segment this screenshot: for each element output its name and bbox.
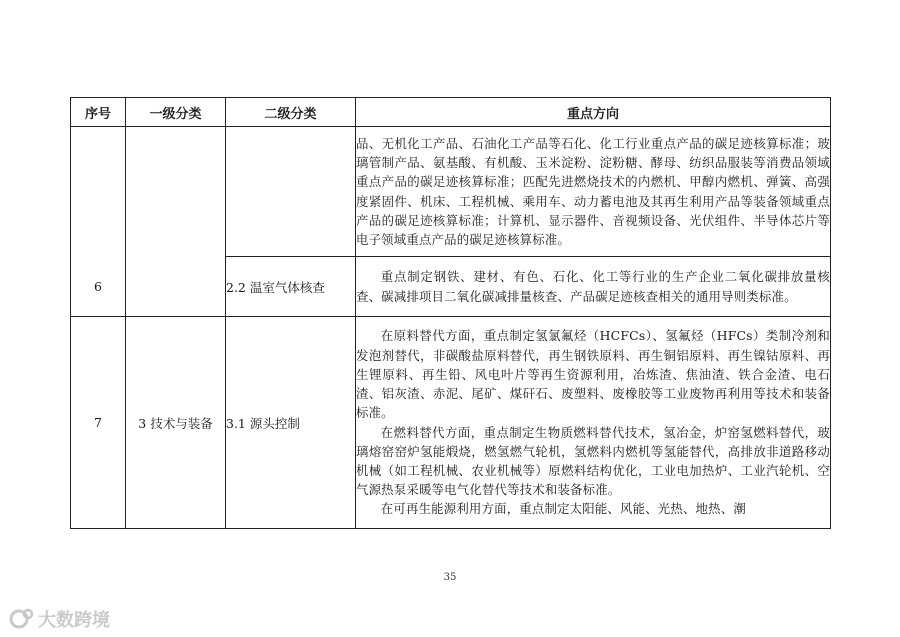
focus-cell xyxy=(356,317,831,529)
seq-cell: 6 xyxy=(71,127,126,317)
focus-text: 品、无机化工产品、石油化工产品等石化、化工行业重点产品的碳足迹核算标准；玻璃管制产品、氨基酸、有机酸、玉米淀粉、淀粉糖、酵母、纺织品服装等消费品领域重点产品的碳足迹核算标准；匹配先进燃烧技术的内燃机、甲醇内燃机、弹簧、高强度紧固件、机床、工程机械、乘用车、动力蓄电池及其再生利用产品等装备领域重点产品的碳足迹核算标准；计算机、显示器件、音视频设备、光伏组件、半导体芯片等电子领域重点产品的碳足迹核算标准。 xyxy=(356,135,830,247)
focus-text: 重点制定钢铁、建材、有色、石化、化工等行业的生产企业二氧化碳排放量核查、碳减排项目二氧化碳减排量核查、产品碳足迹核查相关的通用导则类标准。 xyxy=(356,269,830,304)
standards-table xyxy=(70,97,831,529)
table-header-row xyxy=(71,98,831,127)
page-number: 35 xyxy=(443,572,457,583)
watermark xyxy=(8,606,110,632)
watermark-text: 大数跨境 xyxy=(38,610,110,631)
level1-cell: 3 技术与装备 xyxy=(126,317,226,529)
level2-cell-continued xyxy=(226,127,356,257)
table-row xyxy=(71,317,831,529)
focus-paragraph: 在燃料替代方面，重点制定生物质燃料替代技术，氢冶金，炉窑氢燃料替代，玻璃熔窑窑炉氢能煅烧，燃氢燃气轮机，氢燃料内燃机等氢能替代，高排放非道路移动机械（如工程机械、农业机械等）原燃料结构优化，工业电加热炉、工业汽轮机、空气源热泵采暖等电气化替代等技术和装备标准。 xyxy=(356,424,830,498)
focus-cell-continued xyxy=(356,127,831,257)
level2-cell: 3.1 源头控制 xyxy=(226,317,356,529)
table-row xyxy=(71,127,831,257)
header-seq: 序号 xyxy=(71,98,126,127)
header-focus: 重点方向 xyxy=(356,98,831,127)
level2-cell: 2.2 温室气体核查 xyxy=(226,257,356,317)
focus-paragraph: 在可再生能源利用方面，重点制定太阳能、风能、光热、地热、潮 xyxy=(380,501,746,517)
focus-paragraph: 在原料替代方面，重点制定氢氯氟烃（HCFCs）、氢氟烃（HFCs）类制冷剂和发泡剂替代，非碳酸盐原料替代，再生钢铁原料、再生铜铝原料、再生镍钴原料、再生锂原料、再生铅、风电叶片等再生资源利用，冶炼渣、焦油渣、铁合金渣、电石渣、铝灰渣、赤泥、尾矿、煤矸石、废塑料、废橡胶等工业废物再利用等技术和装备标准。 xyxy=(356,328,830,421)
level1-cell-continued xyxy=(126,127,226,317)
seq-cell: 7 xyxy=(71,317,126,529)
header-level2: 二级分类 xyxy=(226,98,356,127)
header-level1: 一级分类 xyxy=(126,98,226,127)
watermark-logo-icon xyxy=(8,608,34,630)
focus-cell xyxy=(356,257,831,317)
